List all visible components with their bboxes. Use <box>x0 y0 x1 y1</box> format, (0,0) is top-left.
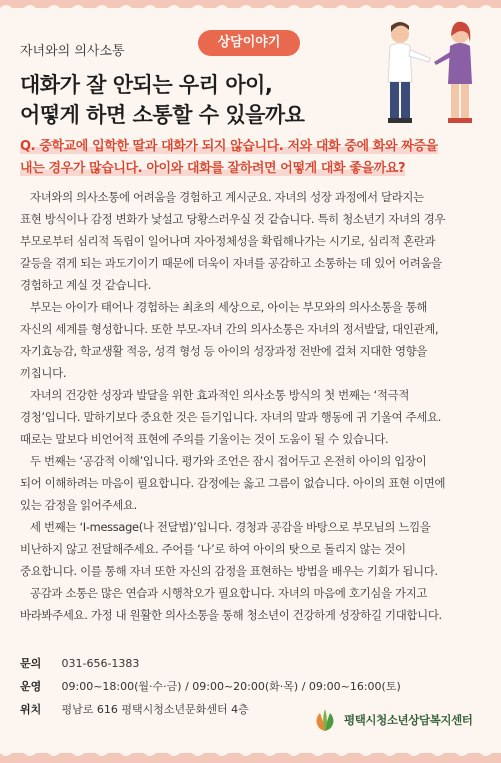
location-label: 위치 <box>20 703 42 716</box>
paragraph: 자녀와의 의사소통에 어려움을 경험하고 계시군요. 자녀의 성장 과정에서 달라지는 표현 방식이나 감정 변화가 낯설고 당황스러우실 것 같습니다. 특히 청소년기 자녀의 경우 부모로부터 심리적 독립이 일어나며 자아정체성을 확립해나가는 시기로, 심리적 혼란과 갈등을 겪게 되는 과도기이기 때문에 더욱이 자녀를 공감하고 소통하는 데 있어 어려움을 경험하고 계실 것 같습니다. <box>20 190 446 292</box>
paragraph: 자녀의 건강한 성장과 발달을 위한 효과적인 의사소통 방식의 첫 번째는 ‘적극적 경청’입니다. 말하기보다 중요한 것은 듣기입니다. 자녀의 말과 행동에 귀 기울여 주세요. 때로는 말보다 비언어적 표현에 주의를 기울이는 것이 도움이 될 수 있습니다. <box>20 388 442 446</box>
hours-row <box>20 675 401 698</box>
center-logo <box>312 706 473 734</box>
location-value: 평남로 616 평택시청소년문화센터 4층 <box>61 703 249 716</box>
leaf-logo-icon <box>312 707 338 733</box>
category-tag: 상담이야기 <box>198 30 300 56</box>
contact-row <box>20 652 401 675</box>
contact-label: 문의 <box>20 657 42 670</box>
subtitle: 자녀와의 의사소통 <box>20 44 125 59</box>
question-line-2: 내는 경우가 많습니다. 아이와 대화를 잘하려면 어떻게 대화 좋을까요? <box>20 161 406 176</box>
hours-value: 09:00~18:00(월·수·금) / 09:00~20:00(화·목) / 09:00~16:00(토) <box>61 680 401 693</box>
paragraph: 두 번째는 ‘공감적 이해’입니다. 평가와 조언은 잠시 접어두고 온전히 아이의 입장이 되어 이해하려는 마음이 필요합니다. 감정에는 옳고 그름이 없습니다. 아이의 표현 이면에 있는 감정을 읽어주세요. <box>20 454 446 512</box>
top-border <box>0 0 501 8</box>
phone-number[interactable]: 031-656-1383 <box>61 657 140 670</box>
paragraph: 부모는 아이가 태어나 경험하는 최초의 세상으로, 아이는 부모와의 의사소통을 통해 자신의 세계를 형성합니다. 또한 부모-자녀 간의 의사소통은 자녀의 정서발달, 대인관계, 자기효능감, 학교생활 적응, 성격 형성 등 아이의 성장과정 전반에 걸쳐 지대한 영향을 끼칩니다. <box>20 300 439 380</box>
question-line-1: Q. 중학교에 입학한 딸과 대화가 되지 않습니다. 저와 대화 중에 화와 짜증을 <box>20 139 438 154</box>
answer-body <box>20 186 483 626</box>
title-line-2: 어떻게 하면 소통할 수 있을까요 <box>20 103 305 127</box>
title-line-1: 대화가 잘 안되는 우리 아이, <box>20 73 273 97</box>
question <box>20 136 485 180</box>
page-title <box>20 70 304 130</box>
two-people-illustration <box>372 12 488 132</box>
paragraph: 공감과 소통은 많은 연습과 시행착오가 필요합니다. 자녀의 마음에 호기심을 가지고 바라봐주세요. 가정 내 원활한 의사소통을 통해 청소년이 건강하게 성장하길 기대합니다. <box>20 586 442 622</box>
paragraph: 세 번째는 ‘I-message(나 전달법)’입니다. 경청과 공감을 바탕으로 부모님의 느낌을 비난하지 않고 전달해주세요. 주어를 ‘나’로 하여 아이의 탓으로 돌리지 않는 것이 중요합니다. 이를 통해 자녀 또한 자신의 감정을 표현하는 방법을 배우는 기회가 됩니다. <box>20 520 438 578</box>
bottom-border <box>0 753 501 763</box>
logo-text: 평택시청소년상담복지센터 <box>344 713 473 727</box>
hours-label: 운영 <box>20 680 42 693</box>
